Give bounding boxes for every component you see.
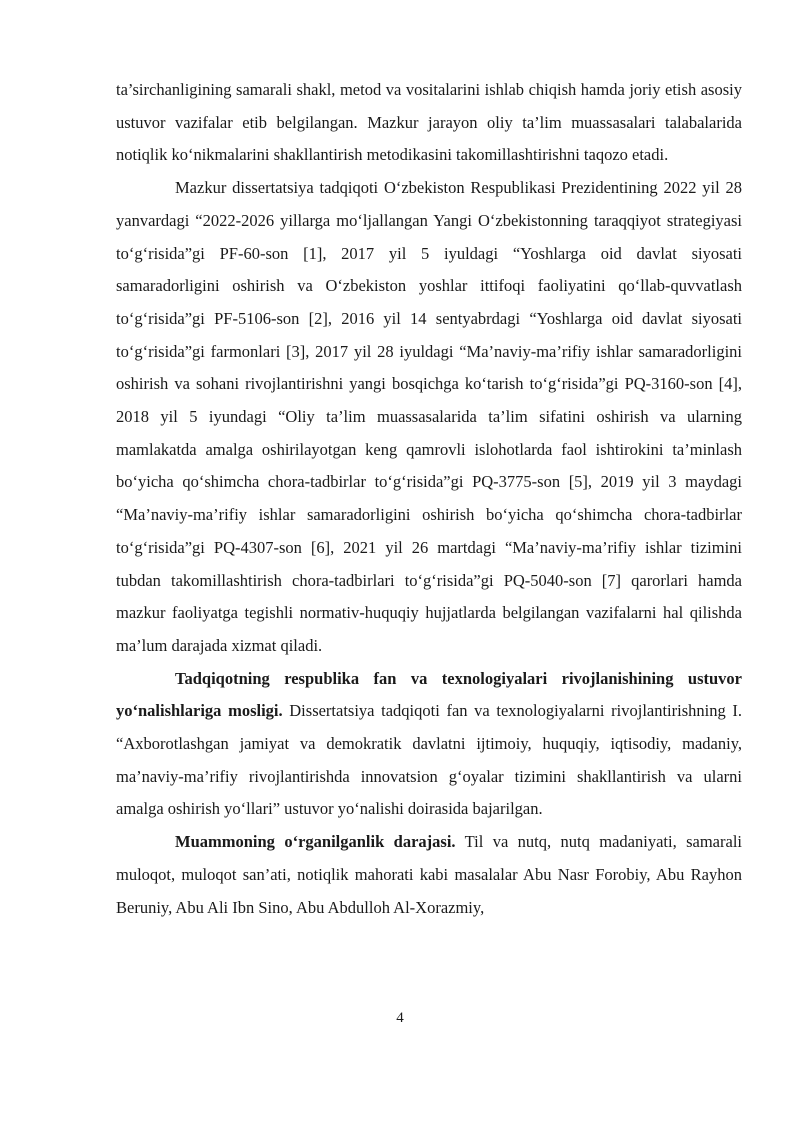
section-body-problem-study: Til va nutq, nutq madaniyati, samarali muloqot, muloqot san’ati, notiqlik mahorati kabi masalalar Abu Nasr Forobiy, Abu Rayhon Beruniy, Abu Ali Ibn Sino, Abu Abdulloh Al-Xorazmiy, <box>116 832 742 917</box>
paragraph-problem-study <box>116 826 742 924</box>
paragraph-legal-basis: Mazkur dissertatsiya tadqiqoti O‘zbekiston Respublikasi Prezidentining 2022 yil 28 yanvardagi “2022-2026 yillarga mo‘ljallangan Yangi O‘zbekistonning taraqqiyot strategiyasi to‘g‘risida”gi PF-60-son [1], 2017 yil 5 iyuldagi “Yoshlarga oid davlat siyosati samaradorligini oshirish va O‘zbekiston yoshlar ittifoqi faoliyatini qo‘llab-quvvatlash to‘g‘risida”gi PF-5106-son [2], 2016 yil 14 sentyabrdagi “Yoshlarga oid davlat siyosati to‘g‘risida”gi farmonlari [3], 2017 yil 28 iyuldagi “Ma’naviy-ma’rifiy ishlar samaradorligini oshirish va sohani rivojlantirishni yangi bosqichga ko‘tarish to‘g‘risida”gi PQ-3160-son [4], 2018 yil 5 iyundagi “Oliy ta’lim muassasalarida ta’lim sifatini oshirish va ularning mamlakatda amalga oshirilayotgan keng qamrovli islohotlarda faol ishtirokini ta’minlash bo‘yicha qo‘shimcha chora-tadbirlar to‘g‘risida”gi PQ-3775-son [5], 2019 yil 3 maydagi “Ma’naviy-ma’rifiy ishlar samaradorligini oshirish bo‘yicha qo‘shimcha chora-tadbirlar to‘g‘risida”gi PQ-4307-son [6], 2021 yil 26 martdagi “Ma’naviy-ma’rifiy ishlar tizimini tubdan takomillashtirish chora-tadbirlari to‘g‘risida”gi PQ-5040-son [7] qarorlari hamda mazkur faoliyatga tegishli normativ-huquqiy hujjatlarda belgilangan vazifalarni hal qilishda ma’lum darajada xizmat qiladi. <box>116 178 742 655</box>
body-text <box>116 74 742 924</box>
section-heading-research-relevance: Tadqiqotning respublika fan va texnologiyalari rivojlanishining ustuvor yo‘nalishlariga mosligi. <box>116 668 742 721</box>
section-body-research-relevance: Dissertatsiya tadqiqoti fan va texnologiyalarni rivojlantirishning I. “Axborotlashgan jamiyat va demokratik davlatni ijtimoiy, huquqiy, iqtisodiy, madaniy, ma’naviy-ma’rifiy rivojlantirishda innovatsion g‘oyalar tizimini shakllantirish va ularni amalga oshirish yo‘llari” ustuvor yo‘nalishi doirasida bajarilgan. <box>116 701 742 819</box>
section-heading-problem-study: Muammoning o‘rganilganlik darajasi. <box>175 832 456 852</box>
page-number: 4 <box>396 1010 404 1026</box>
paragraph-research-relevance <box>116 663 742 827</box>
paragraph-continuation: ta’sirchanligining samarali shakl, metod va vositalarini ishlab chiqish hamda joriy etish asosiy ustuvor vazifalar etib belgilangan. Mazkur jarayon oliy ta’lim muassasalari talabalarida notiqlik ko‘nikmalarini shakllantirish metodikasini takomillashtirishni taqozo etadi. <box>116 80 742 165</box>
